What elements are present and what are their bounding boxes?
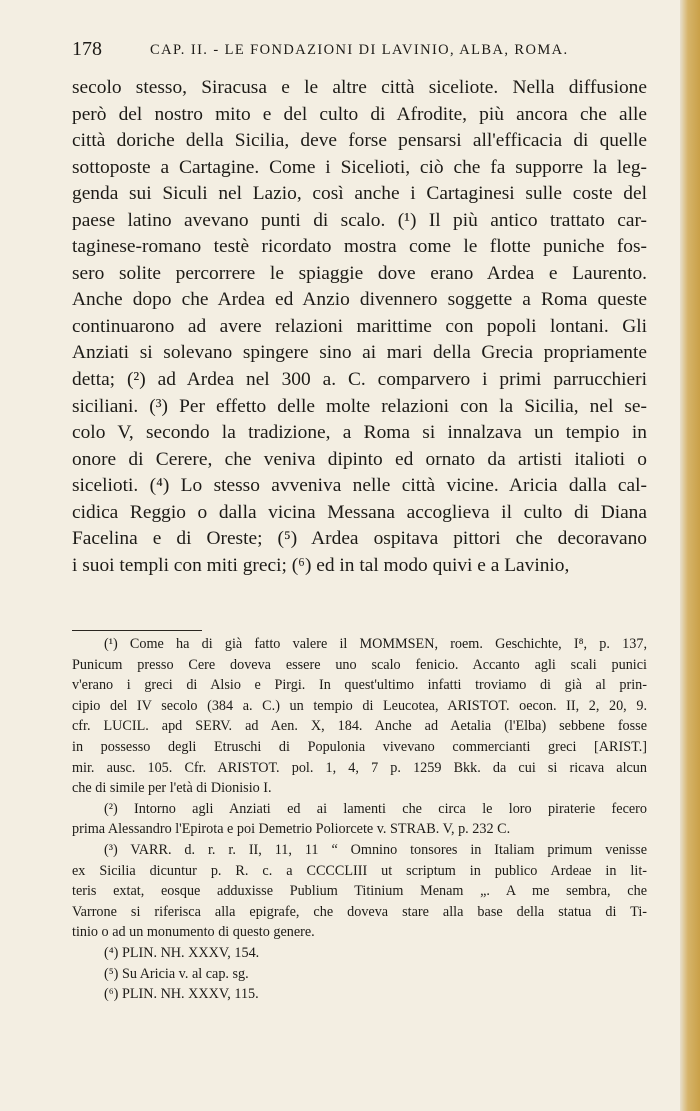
body-line: detta; (²) ad Ardea nel 300 a. C. comparvero i primi parrucchieri: [72, 369, 647, 391]
body-line: cidica Reggio o dalla vicina Messana accoglieva il culto di Diana: [72, 501, 647, 523]
footnote-line: (⁶) PLIN. NH. XXXV, 115.: [104, 986, 259, 1003]
body-line: continuarono ad avere relazioni marittime con popoli lontani. Gli: [72, 315, 647, 337]
footnote-line: (²) Intorno agli Anziati ed ai lamenti che circa le loro piraterie fecero: [104, 800, 647, 817]
body-line: città doriche della Sicilia, deve forse pensarsi all'efficacia di quelle: [72, 130, 647, 152]
footnote-line: (¹) Come ha di già fatto valere il MOMMSEN, roem. Geschichte, I⁸, p. 137,: [104, 636, 647, 652]
body-line: secolo stesso, Siracusa e le altre città siceliote. Nella diffusione: [72, 77, 647, 98]
running-title: CAP. II. - LE FONDAZIONI DI LAVINIO, ALBA, ROMA.: [150, 42, 569, 58]
body-line: sero solite percorrere le spiaggie dove erano Ardea e Laurento.: [72, 262, 647, 284]
body-line: Facelina e di Oreste; (⁵) Ardea ospitava pittori che decoravano: [72, 528, 647, 550]
body-line: genda sui Siculi nel Lazio, così anche i Cartaginesi sulle coste del: [72, 183, 647, 205]
footnote-line: che di simile per l'età di Dionisio I.: [72, 780, 272, 797]
body-line: i suoi templi con miti greci; (⁶) ed in tal modo quivi e a Lavinio,: [72, 554, 570, 576]
body-line: taginese-romano testè ricordato mostra come le flotte puniche fos-: [72, 236, 647, 258]
body-line: colo V, secondo la tradizione, a Roma si innalzava un tempio in: [72, 422, 647, 444]
body-text: [72, 75, 647, 579]
footnote-line: teris extat, eosque adduxisse Publium Titinium Menam „. A me sembra, che: [72, 883, 647, 900]
footnote-line: cfr. LUCIL. apd SERV. ad Aen. X, 184. Anche ad Aetalia (l'Elba) sebbene fosse: [72, 718, 647, 735]
footnote-line: Varrone si riferisca alla epigrafe, che doveva stare alla base della statua di Ti-: [72, 903, 647, 920]
body-line: siciliani. (³) Per effetto delle molte relazioni con la Sicilia, nel se-: [72, 395, 647, 417]
footnote-line: ex Sicilia dicuntur p. R. c. a CCCCLIII ut scriptum in publico Ardeae in lit-: [72, 862, 647, 879]
body-line: sicelioti. (⁴) Lo stesso avveniva nelle città vicine. Aricia dalla cal-: [72, 475, 647, 497]
footnote-line: prima Alessandro l'Epirota e poi Demetrio Poliorcete v. STRAB. V, p. 232 C.: [72, 821, 511, 838]
footnote-line: in possesso degli Etruschi di Populonia vivevano commercianti greci [ARIST.]: [72, 738, 647, 755]
footnote-line: cipio del IV secolo (384 a. C.) un tempio di Leucotea, ARISTOT. oecon. II, 2, 20, 9.: [72, 697, 647, 714]
footnotes: [72, 634, 647, 1005]
page-number: 178: [72, 38, 102, 60]
footnote-line: v'erano i greci di Alsio e Pirgi. In quest'ultimo infatti troviamo di già al prin-: [72, 677, 647, 694]
footnote-line: (⁴) PLIN. NH. XXXV, 154.: [104, 944, 260, 961]
body-line: Anziati si solevano spingere sino ai mari della Grecia propriamente: [72, 342, 647, 364]
page-header: [72, 38, 647, 64]
body-line: sottoposte a Cartagine. Come i Sicelioti, ciò che fa supporre la leg-: [72, 156, 647, 178]
body-line: onore di Cerere, che veniva dipinto ed ornato da artisti italioti o: [72, 448, 647, 470]
footnote-line: Punicum presso Cere doveva essere uno scalo fenicio. Accanto agli scali punici: [72, 656, 647, 673]
page-edge: [680, 0, 700, 1111]
body-line: paese latino avevano punti di scalo. (¹) Il più antico trattato car-: [72, 209, 647, 231]
body-line: Anche dopo che Ardea ed Anzio divennero soggette a Roma queste: [72, 289, 647, 311]
footnote-line: (³) VARR. d. r. r. II, 11, 11 “ Omnino tonsores in Italiam primum venisse: [104, 841, 647, 858]
footnote-line: mir. ausc. 105. Cfr. ARISTOT. pol. 1, 4, 7 p. 1259 Bkk. da cui si ricava alcun: [72, 759, 647, 776]
footnote-line: (⁵) Su Aricia v. al cap. sg.: [104, 965, 249, 982]
footnote-line: tinio o ad un monumento di questo genere.: [72, 924, 315, 941]
footnote-separator: [72, 630, 202, 631]
body-line: però del nostro mito e del culto di Afrodite, più ancora che alle: [72, 103, 647, 125]
